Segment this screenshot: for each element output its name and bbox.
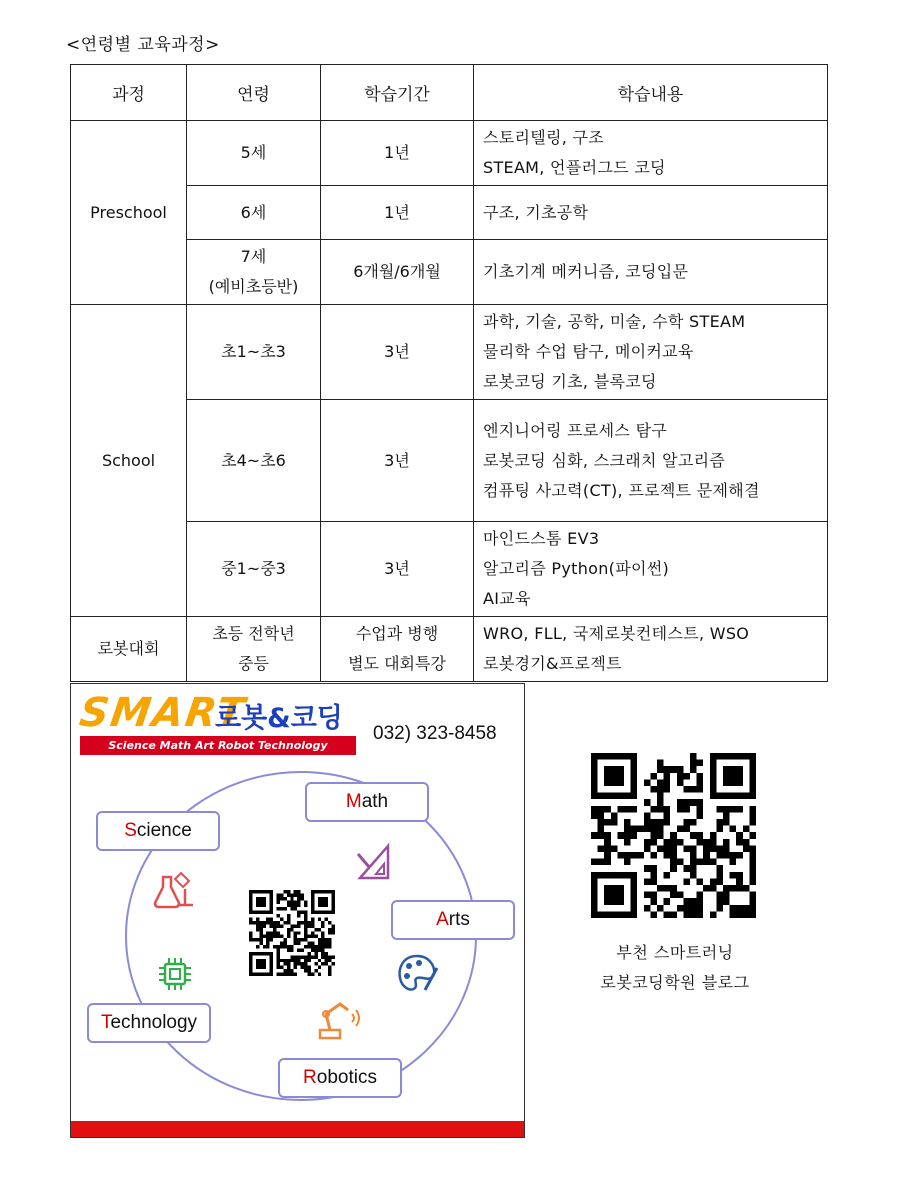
small-qr-code <box>249 890 335 976</box>
qr-caption-line2: 로봇코딩학원 블로그 <box>600 973 750 992</box>
document-title: <연령별 교육과정> <box>66 35 220 55</box>
header-age: 연령 <box>187 65 321 121</box>
age-cell-line: 초등 전학년 <box>212 624 295 643</box>
content-cell <box>474 400 828 522</box>
period-cell <box>321 522 474 617</box>
blog-qr-code[interactable] <box>591 753 756 918</box>
logo-banner: Science Math Art Robot Technology <box>80 736 356 755</box>
period-cell-line: 3년 <box>384 450 410 470</box>
period-cell-line: 3년 <box>384 559 410 578</box>
robot-arm-icon <box>316 996 364 1040</box>
course-cell: 로봇대회 <box>71 617 187 682</box>
age-cell <box>187 400 321 522</box>
header-course: 과정 <box>71 65 187 121</box>
content-cell-line: 로봇코딩 기초, 블록코딩 <box>483 372 657 391</box>
age-cell-line: 7세 <box>240 247 267 266</box>
science-label: Science <box>96 811 220 851</box>
content-cell <box>474 121 828 186</box>
table-body <box>71 121 828 682</box>
age-cell <box>187 305 321 400</box>
age-cell <box>187 121 321 186</box>
content-cell <box>474 522 828 617</box>
period-cell-line: 6개월/6개월 <box>353 262 441 281</box>
period-cell-line: 1년 <box>384 202 410 222</box>
period-cell-line: 수업과 병행 <box>355 624 439 643</box>
age-cell-line: 초1~초3 <box>221 342 286 361</box>
content-cell <box>474 186 828 240</box>
smart-logo: SMART <box>76 690 250 736</box>
header-period: 학습기간 <box>321 65 474 121</box>
table-row <box>71 617 828 682</box>
age-cell <box>187 617 321 682</box>
content-cell-line: 마인드스톰 EV3 <box>483 529 600 548</box>
course-cell: School <box>71 305 187 617</box>
course-cell: Preschool <box>71 121 187 305</box>
content-cell-line: 과학, 기술, 공학, 미술, 수학 STEAM <box>483 312 746 331</box>
academy-poster <box>70 683 525 1138</box>
content-cell-line: 물리학 수업 탐구, 메이커교육 <box>483 342 694 361</box>
age-cell-line: 중등 <box>238 654 269 673</box>
content-cell-line: 스토리텔링, 구조 <box>483 128 605 147</box>
poster-bottom-bar <box>71 1121 524 1137</box>
curriculum-table <box>70 64 828 682</box>
content-cell <box>474 305 828 400</box>
arts-label: Arts <box>391 900 515 940</box>
period-cell <box>321 121 474 186</box>
content-cell-line: 구조, 기초공학 <box>483 202 589 222</box>
flask-microscope-icon <box>153 867 195 911</box>
period-cell-line: 3년 <box>384 342 410 361</box>
ruler-triangle-icon <box>354 840 394 882</box>
content-cell <box>474 617 828 682</box>
period-cell-line: 1년 <box>384 143 410 162</box>
technology-label: Technology <box>87 1003 211 1043</box>
age-cell <box>187 240 321 305</box>
age-cell-line: 5세 <box>240 143 267 162</box>
phone-number: 032) 323-8458 <box>373 723 497 744</box>
period-cell <box>321 240 474 305</box>
period-cell <box>321 305 474 400</box>
period-cell-line: 별도 대회특강 <box>348 654 446 673</box>
content-cell <box>474 240 828 305</box>
table-row <box>71 121 828 186</box>
content-cell-line: 엔지니어링 프로세스 탐구 <box>483 420 668 440</box>
header-content: 학습내용 <box>474 65 828 121</box>
period-cell <box>321 400 474 522</box>
age-cell-line: 중1~중3 <box>221 559 286 578</box>
age-cell-line: 6세 <box>240 202 267 222</box>
age-cell <box>187 522 321 617</box>
content-cell-line: STEAM, 언플러그드 코딩 <box>483 158 666 177</box>
qr-caption-line1: 부천 스마트러닝 <box>616 943 734 962</box>
microchip-icon <box>157 954 193 994</box>
table-header-row <box>71 65 828 121</box>
content-cell-line: 알고리즘 Python(파이썬) <box>483 559 670 578</box>
period-cell <box>321 186 474 240</box>
robotics-label: Robotics <box>278 1058 402 1098</box>
age-cell <box>187 186 321 240</box>
content-cell-line: WRO, FLL, 국제로봇컨테스트, WSO <box>483 624 750 643</box>
table-row <box>71 305 828 400</box>
content-cell-line: 로봇경기&프로젝트 <box>483 654 622 673</box>
content-cell-line: AI교육 <box>483 589 531 608</box>
content-cell-line: 기초기계 메커니즘, 코딩입문 <box>483 262 689 281</box>
period-cell <box>321 617 474 682</box>
logo-korean-title: 로봇&코딩 <box>215 703 343 734</box>
age-cell-line: (예비초등반) <box>208 277 299 296</box>
content-cell-line: 로봇코딩 심화, 스크래치 알고리즘 <box>483 450 726 470</box>
age-cell-line: 초4~초6 <box>221 450 286 470</box>
paint-palette-icon <box>395 952 439 996</box>
qr-caption <box>560 938 790 998</box>
math-label: Math <box>305 782 429 822</box>
content-cell-line: 컴퓨팅 사고력(CT), 프로젝트 문제해결 <box>483 480 760 500</box>
